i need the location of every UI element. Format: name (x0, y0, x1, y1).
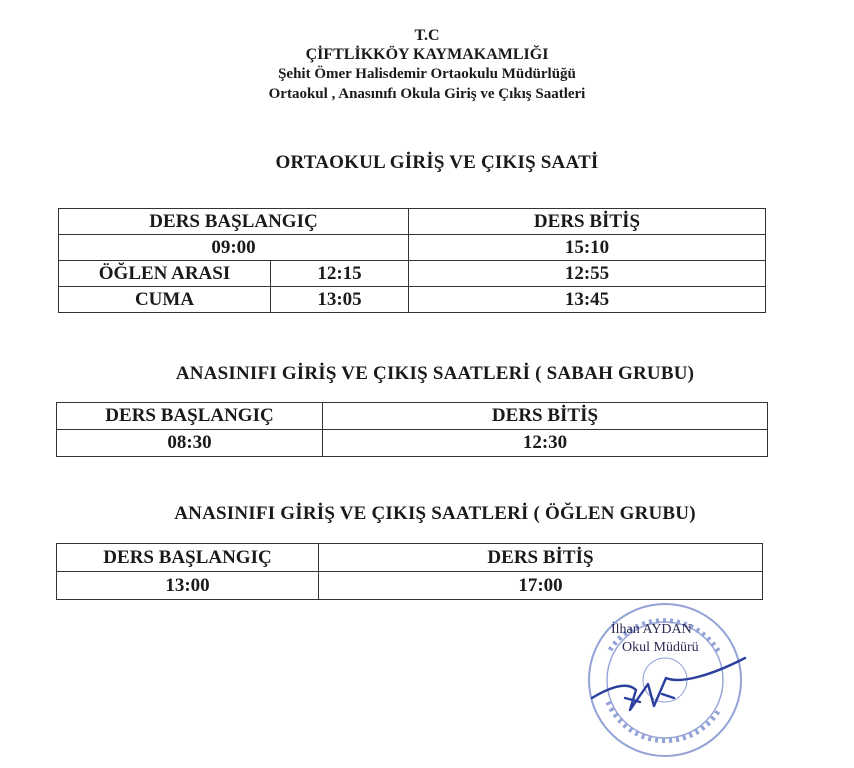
sabah-schedule-table (56, 402, 768, 457)
table-row (57, 572, 763, 600)
start-header: DERS BAŞLANGIÇ (57, 544, 319, 572)
end-time: 12:30 (323, 430, 768, 457)
signatory-name: İlhan AYDAN (611, 622, 692, 637)
start-time: 13:00 (57, 572, 319, 600)
row-end: 12:55 (409, 261, 766, 287)
start-time: 09:00 (59, 235, 409, 261)
section3-title: ANASINIFI GİRİŞ VE ÇIKIŞ SAATLERİ ( ÖĞLEN GRUBU) (174, 503, 696, 524)
end-time: 17:00 (319, 572, 763, 600)
table-row (59, 235, 766, 261)
header-subject: Ortaokul , Anasınıfı Okula Giriş ve Çıkış Saatleri (268, 86, 586, 102)
table-row (59, 287, 766, 313)
header-school: Şehit Ömer Halisdemir Ortaokulu Müdürlüğü (278, 66, 576, 82)
header-district: ÇİFTLİKKÖY KAYMAKAMLIĞI (305, 46, 549, 63)
row-end: 13:45 (409, 287, 766, 313)
section2-title: ANASINIFI GİRİŞ VE ÇIKIŞ SAATLERİ ( SABAH GRUBU) (175, 363, 695, 384)
end-header: DERS BİTİŞ (319, 544, 763, 572)
start-header: DERS BAŞLANGIÇ (59, 209, 409, 235)
table-row (57, 430, 768, 457)
end-header: DERS BİTİŞ (409, 209, 766, 235)
ortaokul-schedule-table (58, 208, 766, 313)
table-header-row (57, 403, 768, 430)
start-header: DERS BAŞLANGIÇ (57, 403, 323, 430)
end-time: 15:10 (409, 235, 766, 261)
table-row (59, 261, 766, 287)
table-header-row (59, 209, 766, 235)
section1-title: ORTAOKUL GİRİŞ VE ÇIKIŞ SAATİ (275, 152, 599, 173)
table-header-row (57, 544, 763, 572)
row-start: 13:05 (271, 287, 409, 313)
end-header: DERS BİTİŞ (323, 403, 768, 430)
oglen-schedule-table (56, 543, 763, 600)
start-time: 08:30 (57, 430, 323, 457)
header-tc: T.C (414, 27, 440, 44)
row-label: CUMA (59, 287, 271, 313)
row-label: ÖĞLEN ARASI (59, 261, 271, 287)
row-start: 12:15 (271, 261, 409, 287)
signatory-role: Okul Müdürü (622, 640, 699, 655)
